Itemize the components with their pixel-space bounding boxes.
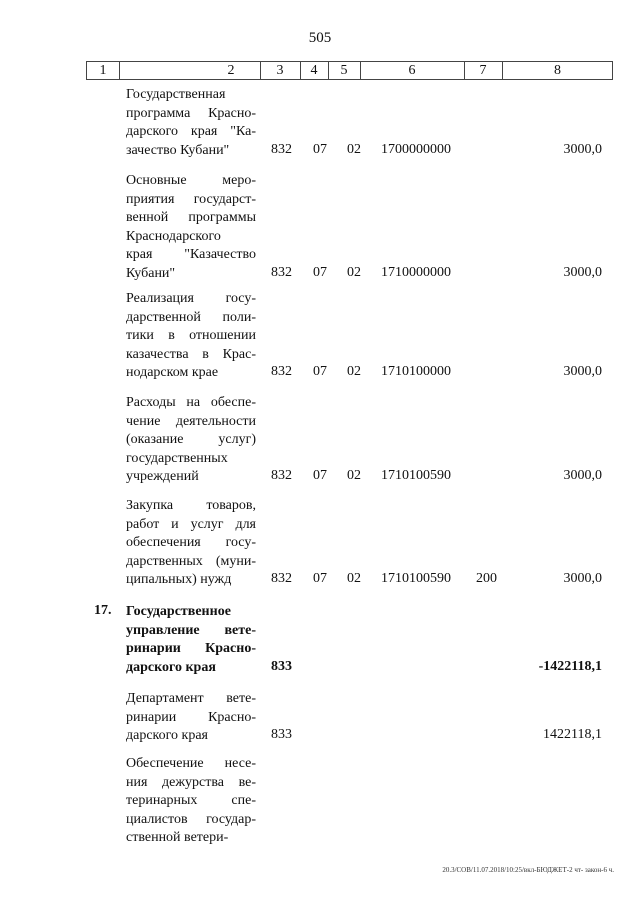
description-line: края "Казачество [126, 247, 256, 263]
cell-c3: 832 [271, 141, 292, 157]
description-line: чение деятельности [126, 413, 256, 429]
cell-c3: 832 [271, 571, 292, 587]
cell-c4: 07 [313, 571, 327, 587]
header-col-2: 2 [227, 63, 235, 78]
cell-c4: 07 [313, 468, 327, 484]
description-line: нодарском крае [126, 365, 219, 381]
description-line: Закупка товаров, [126, 498, 256, 513]
description-line: дарского края "Ка- [126, 124, 256, 140]
row-description [126, 603, 256, 677]
header-col-6: 6 [408, 63, 416, 78]
description-line: дарственной поли- [126, 309, 256, 325]
description-line: (оказание услуг) [126, 432, 256, 448]
page-number: 505 [308, 30, 332, 46]
cell-c8: 3000,0 [563, 364, 602, 380]
description-line: Обеспечение несе- [126, 756, 256, 771]
description-line: зачество Кубани" [126, 142, 230, 158]
description-line: Основные меро- [126, 173, 256, 188]
cell-c4: 07 [313, 364, 327, 380]
cell-c6: 1710100590 [381, 468, 451, 484]
description-line: ринарии Красно- [126, 709, 256, 725]
cell-c8: 1422118,1 [543, 727, 602, 743]
cell-c3: 833 [271, 727, 292, 743]
cell-c8: 3000,0 [563, 468, 602, 484]
description-line: Расходы на обеспе- [126, 395, 256, 410]
description-line: ственной ветери- [126, 830, 229, 846]
cell-c5: 02 [347, 468, 361, 484]
row-description [126, 172, 256, 284]
description-line: обеспечения госу- [126, 535, 256, 551]
cell-c6: 1710000000 [381, 265, 451, 280]
section-number: 17. [94, 603, 112, 618]
cell-c6: 1710100590 [381, 571, 451, 587]
description-line: приятия государст- [126, 191, 256, 207]
description-line: дарского края [126, 728, 208, 744]
description-line: дарственных (муни- [126, 553, 256, 569]
cell-c3: 833 [271, 658, 292, 674]
cell-c4: 07 [313, 265, 327, 280]
description-line: государственных [126, 450, 228, 466]
description-line: тики в отношении [126, 328, 256, 344]
row-description [126, 86, 256, 160]
description-line: Кубани" [126, 265, 176, 281]
description-line: венной программы [126, 210, 256, 226]
description-line: казачества в Крас- [126, 346, 256, 362]
header-col-7: 7 [479, 63, 487, 78]
cell-c8: 3000,0 [563, 571, 602, 587]
row-description [126, 497, 256, 590]
cell-c4: 07 [313, 141, 327, 157]
row-description [126, 690, 256, 746]
description-line: Реализация госу- [126, 291, 256, 306]
description-line: Государственное [126, 604, 231, 619]
description-line: ринарии Красно- [126, 641, 256, 657]
description-line: управление вете- [126, 622, 256, 638]
cell-c5: 02 [347, 141, 361, 157]
description-line: дарского края [126, 659, 216, 675]
cell-c8: 3000,0 [563, 265, 602, 280]
header-col-3: 3 [276, 63, 284, 78]
cell-c7: 200 [476, 571, 497, 587]
header-col-1: 1 [99, 63, 107, 78]
cell-c8: -1422118,1 [538, 658, 602, 674]
cell-c6: 1710100000 [381, 364, 451, 380]
header-col-4: 4 [310, 63, 318, 78]
header-col-8: 8 [554, 63, 561, 78]
description-line: работ и услуг для [126, 516, 256, 532]
description-line: ния дежурства ве- [126, 774, 256, 790]
table-header [86, 61, 613, 80]
cell-c6: 1700000000 [381, 141, 451, 157]
description-line: ципальных) нужд [126, 572, 232, 588]
cell-c5: 02 [347, 571, 361, 587]
cell-c5: 02 [347, 265, 361, 280]
description-line: Краснодарского [126, 228, 221, 244]
description-line: циалистов государ- [126, 811, 256, 827]
description-line: учреждений [126, 469, 199, 485]
cell-c5: 02 [347, 364, 361, 380]
header-col-5: 5 [340, 63, 348, 78]
cell-c3: 832 [271, 364, 292, 380]
cell-c8: 3000,0 [563, 141, 602, 157]
footer-stamp: 20.3/СОВ/11.07.2018/10:25/вкл-БЮДЖЕТ-2 чт- закон-6 ч. [442, 866, 614, 874]
description-line: программа Красно- [126, 105, 256, 121]
row-description [126, 394, 256, 487]
description-line: теринарных спе- [126, 793, 256, 809]
description-line: Департамент вете- [126, 691, 256, 706]
cell-c3: 832 [271, 468, 292, 484]
cell-c3: 832 [271, 265, 292, 280]
description-line: Государственная [126, 87, 226, 102]
row-description [126, 755, 256, 848]
row-description [126, 290, 256, 383]
